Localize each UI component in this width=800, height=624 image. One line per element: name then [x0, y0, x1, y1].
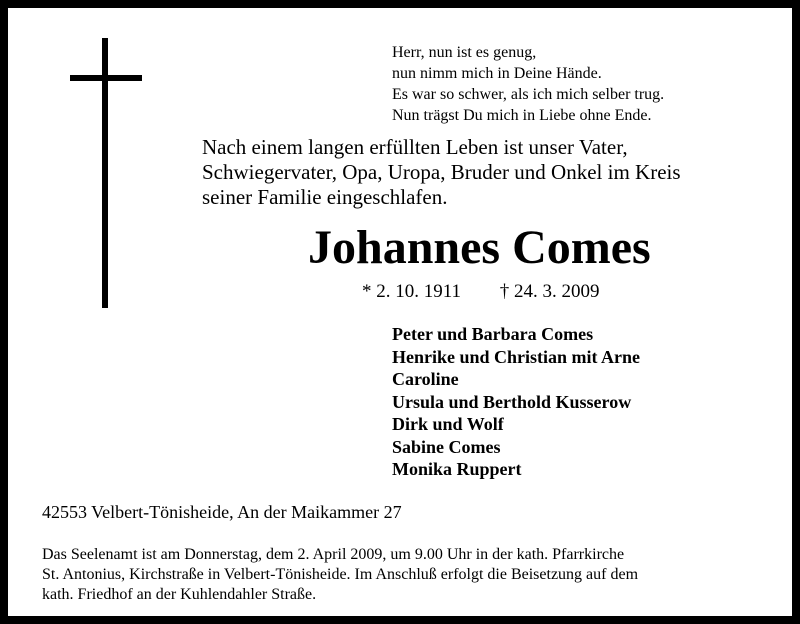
- address: 42553 Velbert-Tönisheide, An der Maikammer 27: [42, 502, 402, 522]
- family-member: Monika Ruppert: [392, 459, 522, 479]
- death-date: † 24. 3. 2009: [499, 281, 600, 302]
- service-line: Das Seelenamt ist am Donnerstag, dem 2. April 2009, um 9.00 Uhr in der kath. Pfarrkirche: [42, 546, 625, 563]
- family-member: Ursula und Berthold Kusserow: [392, 391, 632, 412]
- cross-icon-bar: [70, 75, 142, 81]
- family-member: Peter und Barbara Comes: [392, 324, 594, 344]
- family-member: Caroline: [392, 369, 459, 389]
- deceased-name: Johannes Comes: [308, 221, 651, 274]
- poem-line: Herr, nun ist es genug,: [392, 44, 537, 61]
- poem-line: Es war so schwer, als ich mich selber trug.: [392, 86, 665, 103]
- intro-text: [202, 135, 762, 210]
- family-member: Henrike und Christian mit Arne: [392, 346, 641, 367]
- life-dates: [362, 280, 600, 304]
- poem-line: nun nimm mich in Deine Hände.: [392, 65, 602, 82]
- service-line: St. Antonius, Kirchstraße in Velbert-Tönisheide. Im Anschluß erfolgt die Beisetzung auf dem: [42, 566, 639, 583]
- birth-date: * 2. 10. 1911: [362, 281, 462, 302]
- service-info: [42, 545, 782, 605]
- family-member: Dirk und Wolf: [392, 414, 504, 434]
- family-list: [392, 323, 640, 481]
- service-line: kath. Friedhof an der Kuhlendahler Straße.: [42, 586, 317, 603]
- poem: [392, 42, 772, 126]
- family-member: Sabine Comes: [392, 436, 501, 457]
- poem-line: Nun trägst Du mich in Liebe ohne Ende.: [392, 107, 652, 124]
- intro-line: seiner Familie eingeschlafen.: [202, 185, 448, 209]
- intro-line: Nach einem langen erfüllten Leben ist unser Vater,: [202, 135, 628, 159]
- intro-line: Schwiegervater, Opa, Uropa, Bruder und Onkel im Kreis: [202, 160, 681, 184]
